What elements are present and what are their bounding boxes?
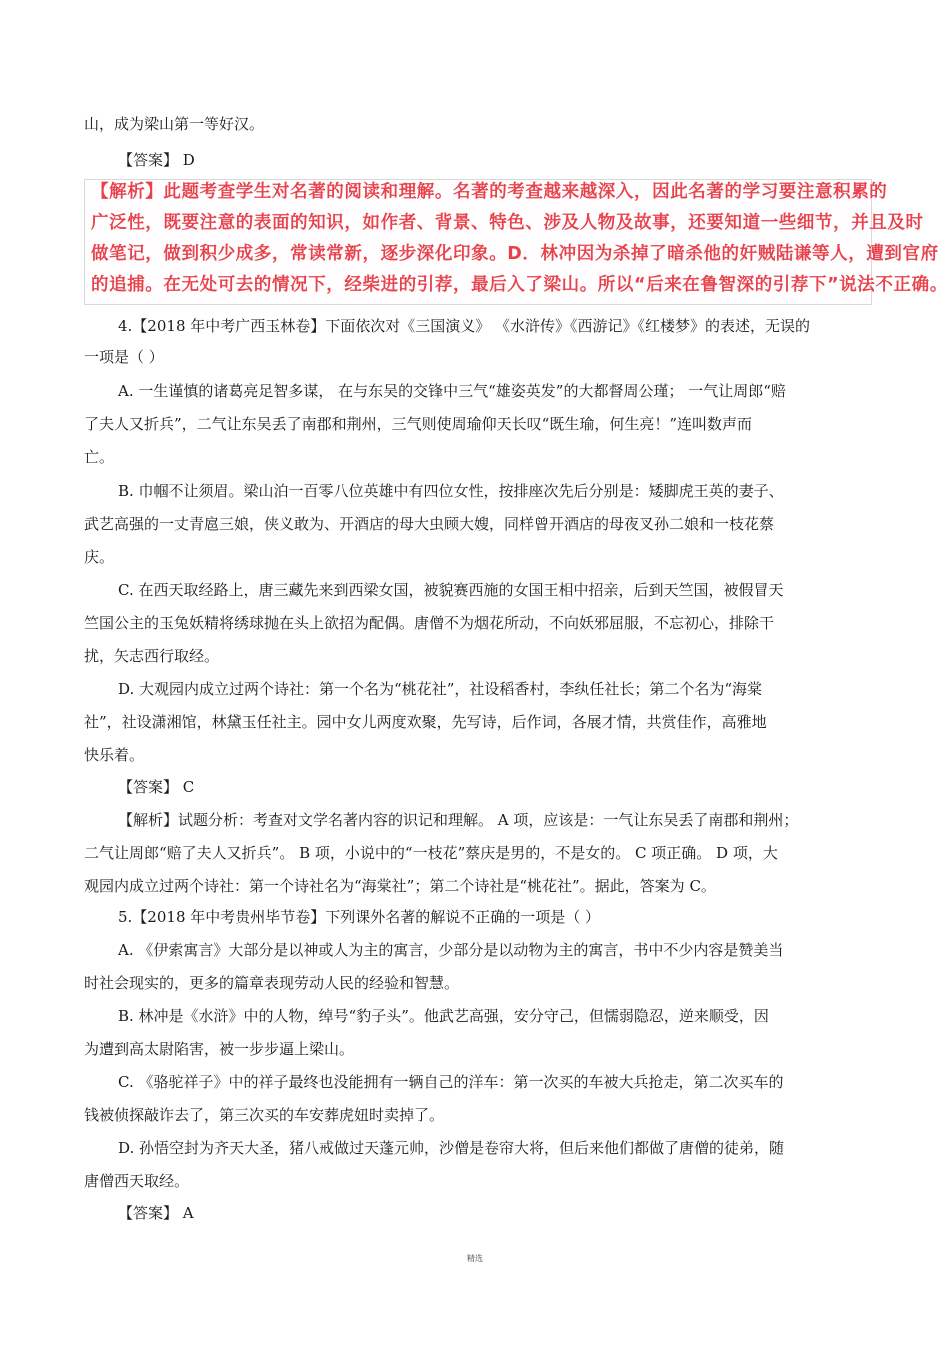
text-line: 了夫人又折兵”，二气让东吴丢了南郡和荆州，三气则使周瑜仰天长叹“既生瑜，何生亮！”连叫数声而 <box>84 415 753 433</box>
analysis-line: 做笔记，做到积少成多，常读常新，逐步深化印象。D．林冲因为杀掉了暗杀他的奸贼陆谦等人，遭到官府 <box>91 244 939 264</box>
text-line: D. 孙悟空封为齐天大圣，猪八戒做过天蓬元帅，沙僧是卷帘大将，但后来他们都做了唐僧的徒弟，随 <box>118 1139 785 1157</box>
text-line: D. 大观园内成立过两个诗社：第一个名为“桃花社”，社设稻香村，李纨任社长；第二个名为“海棠 <box>118 680 763 698</box>
page-footer: 精选 <box>467 1254 483 1263</box>
text-line: C. 在西天取经路上，唐三藏先来到西梁女国，被貌赛西施的女国王相中招亲，后到天竺国，被假冒天 <box>118 581 784 599</box>
analysis-line: 广泛性，既要注意的表面的知识，如作者、背景、特色、涉及人物及故事，还要知道一些细节，并且及时 <box>91 213 924 233</box>
text-line: B. 林冲是《水浒》中的人物，绰号“豹子头”。他武艺高强，安分守己，但懦弱隐忍，逆来顺受，因 <box>118 1007 769 1025</box>
text-line: B. 巾帼不让须眉。梁山泊一百零八位英雄中有四位女性，按排座次先后分别是：矮脚虎王英的妻子、 <box>118 482 784 500</box>
text-line: 唐僧西天取经。 <box>84 1172 190 1190</box>
text-line: 【答案】 D <box>118 151 195 169</box>
text-line: A. 《伊索寓言》大部分是以神或人为主的寓言，少部分是以动物为主的寓言，书中不少内容是赞美当 <box>118 941 784 959</box>
text-line: 庆。 <box>84 548 115 566</box>
analysis-line: 【解析】此题考查学生对名著的阅读和理解。名著的考查越来越深入，因此名著的学习要注意积累的 <box>91 182 888 202</box>
text-line: 二气让周郎“赔了夫人又折兵”。 B 项，小说中的“一枝花”蔡庆是男的，不是女的。 C 项正确。 D 项，大 <box>84 844 778 862</box>
text-line: 【答案】 A <box>118 1204 194 1222</box>
text-line: A. 一生谨慎的诸葛亮足智多谋， 在与东吴的交锋中三气“雄姿英发”的大都督周公瑾； 一气让周郎“赔 <box>118 382 786 400</box>
text-line: 时社会现实的，更多的篇章表现劳动人民的经验和智慧。 <box>84 974 460 992</box>
text-line: 快乐着。 <box>84 746 145 764</box>
text-line: 山，成为梁山第一等好汉。 <box>84 115 265 133</box>
text-line: 4.【2018 年中考广西玉林卷】下面依次对《三国演义》 《水浒传》《西游记》《红楼梦》的表述，无误的 <box>118 317 811 335</box>
text-line: 社”，社设潇湘馆，林黛玉任社主。园中女儿两度欢聚，先写诗，后作词，各展才情，共赏佳作，高雅地 <box>84 713 767 731</box>
text-line: C. 《骆驼祥子》中的祥子最终也没能拥有一辆自己的洋车：第一次买的车被大兵抢走，第二次买车的 <box>118 1073 784 1091</box>
text-line: 观园内成立过两个诗社：第一个诗社名为“海棠社”；第二个诗社是“桃花社”。据此，答案为 C。 <box>84 877 716 895</box>
text-line: 竺国公主的玉兔妖精将绣球抛在头上欲招为配偶。唐僧不为烟花所动，不向妖邪屈服，不忘初心，排除干 <box>84 614 775 632</box>
text-line: 【答案】 C <box>118 778 195 796</box>
text-line: 5.【2018 年中考贵州毕节卷】下列课外名著的解说不正确的一项是（ ） <box>118 908 601 926</box>
text-line: 【解析】试题分析：考查对文学名著内容的识记和理解。 A 项，应该是：一气让东吴丢了南郡和荆州； <box>118 811 799 829</box>
text-line: 一项是（ ） <box>84 348 164 366</box>
text-line: 钱被侦探敲诈去了，第三次买的车安葬虎妞时卖掉了。 <box>84 1106 445 1124</box>
text-line: 为遭到高太尉陷害，被一步步逼上梁山。 <box>84 1040 355 1058</box>
analysis-box <box>84 179 948 305</box>
text-line: 亡。 <box>84 448 115 466</box>
text-line: 武艺高强的一丈青扈三娘，侠义敢为、开酒店的母大虫顾大嫂，同样曾开酒店的母夜叉孙二娘和一枝花蔡 <box>84 515 775 533</box>
text-line: 扰，矢志西行取经。 <box>84 647 220 665</box>
analysis-line: 的追捕。在无处可去的情况下，经柴进的引荐，最后入了梁山。所以“后来在鲁智深的引荐下”说法不正确。 <box>91 275 948 295</box>
